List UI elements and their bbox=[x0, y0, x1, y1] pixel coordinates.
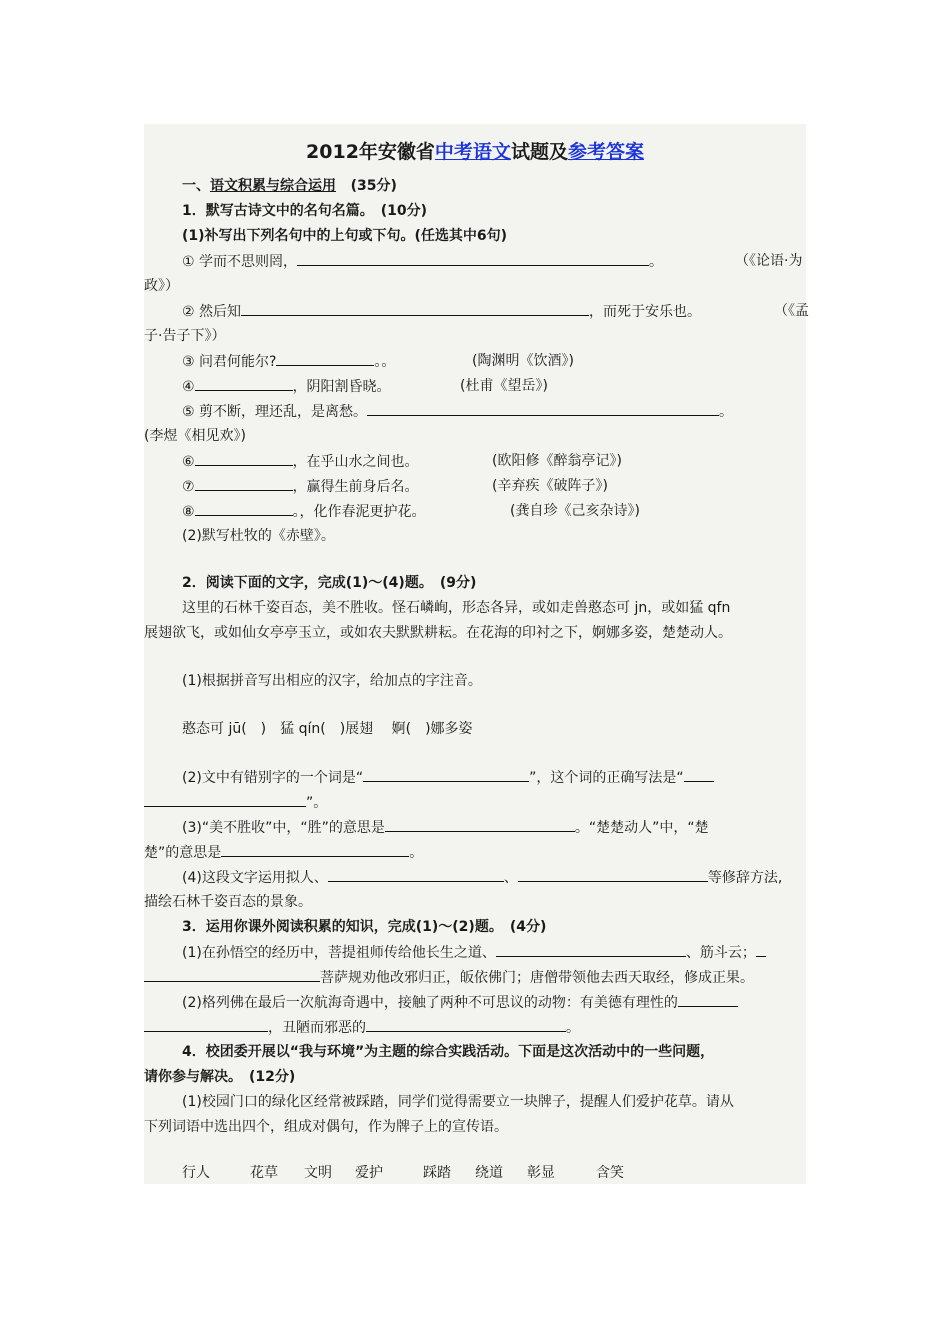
line-text: ⑥ bbox=[182, 454, 195, 470]
answer-blank[interactable] bbox=[195, 502, 293, 516]
q1-line-3-source: (陶渊明《饮酒》) bbox=[472, 353, 574, 369]
answer-blank[interactable] bbox=[756, 943, 766, 957]
q1-line-2-source: （《孟 bbox=[774, 303, 809, 319]
q2-sub1-items: 憨态可 jū( ) 猛 qín( )展翅 婀( )娜多姿 bbox=[182, 721, 473, 737]
section-score: (35分) bbox=[350, 178, 397, 194]
line-text: ，阴阳割昏晓。 bbox=[292, 379, 391, 395]
line-text: (2)格列佛在最后一次航海奇遇中，接触了两种不可思议的动物：有美德有理性的 bbox=[182, 995, 678, 1011]
title-link-exam[interactable]: 中考语文 bbox=[434, 141, 511, 163]
q1-line-1-source-cont: 政》） bbox=[144, 278, 179, 294]
q1-line-2-source-cont: 子·告子下》） bbox=[144, 328, 226, 344]
q1-line-5-source: (李煜《相见欢》) bbox=[144, 428, 246, 444]
answer-blank[interactable] bbox=[678, 993, 738, 1007]
line-text: 菩萨规劝他改邪归正，皈依佛门；唐僧带领他去西天取经，修成正果。 bbox=[320, 970, 754, 986]
section-label: 语文积累与综合运用 bbox=[210, 178, 336, 194]
line-text: 。 bbox=[566, 1020, 580, 1036]
q1-sub2: (2)默写杜牧的《赤壁》。 bbox=[182, 528, 335, 544]
q1-line-8-source: (龚自珍《己亥杂诗》) bbox=[510, 503, 640, 519]
word-choice-5: 踩踏 bbox=[423, 1165, 451, 1181]
word-choice-2: 花草 bbox=[250, 1165, 278, 1181]
q1-sub1: (1)补写出下列名句中的上句或下句。(任选其中6句) bbox=[182, 228, 508, 244]
page-title bbox=[144, 140, 806, 164]
q3-sub1 bbox=[182, 943, 766, 962]
line-text: ④ bbox=[182, 379, 195, 395]
answer-blank[interactable] bbox=[221, 843, 409, 857]
answer-blank[interactable] bbox=[241, 302, 589, 316]
line-text: 、筋斗云； bbox=[685, 945, 756, 961]
q1-line-7 bbox=[182, 477, 419, 496]
q1-line-8 bbox=[182, 502, 426, 521]
line-text: 。。 bbox=[374, 354, 396, 370]
q1-line-1-source: （《论语·为 bbox=[735, 253, 803, 269]
line-text: ⑤ 剪不断，理还乱，是离愁。 bbox=[182, 404, 368, 420]
q1-heading: 1．默写古诗文中的名句名篇。 (10分) bbox=[182, 203, 428, 219]
word-choice-3: 文明 bbox=[304, 1165, 332, 1181]
q2-sub4 bbox=[182, 868, 782, 887]
answer-blank[interactable] bbox=[496, 943, 686, 957]
word-choice-6: 绕道 bbox=[475, 1165, 503, 1181]
answer-blank[interactable] bbox=[385, 818, 575, 832]
q1-line-1 bbox=[182, 252, 663, 271]
line-text: (4)这段文字运用拟人、 bbox=[182, 870, 328, 886]
q1-line-4-source: (杜甫《望岳》) bbox=[460, 378, 548, 394]
q1-line-5 bbox=[182, 402, 733, 421]
answer-blank[interactable] bbox=[518, 868, 708, 882]
line-text: (2)文中有错别字的一个词是“ bbox=[182, 770, 364, 786]
q2-passage-line-2: 展翅欲飞，或如仙女亭亭玉立，或如农夫默默耕耘。在花海的印衬之下，婀娜多姿，楚楚动人。 bbox=[144, 625, 732, 641]
q3-sub2-cont bbox=[144, 1018, 580, 1037]
q1-line-2 bbox=[182, 302, 701, 321]
answer-blank[interactable] bbox=[363, 768, 529, 782]
title-text: 2012年安徽省 bbox=[306, 141, 435, 163]
answer-blank[interactable] bbox=[195, 452, 293, 466]
answer-blank[interactable] bbox=[684, 768, 714, 782]
answer-blank[interactable] bbox=[328, 868, 504, 882]
line-text: ”。 bbox=[306, 795, 328, 811]
line-text: ，丑陋而邪恶的 bbox=[268, 1020, 366, 1036]
word-choice-8: 含笑 bbox=[596, 1165, 624, 1181]
title-text-mid: 试题及 bbox=[510, 141, 568, 163]
answer-blank[interactable] bbox=[195, 377, 293, 391]
line-text: 等修辞方法, bbox=[707, 870, 783, 886]
q1-line-4 bbox=[182, 377, 391, 396]
q2-sub3-cont bbox=[144, 843, 423, 862]
q2-sub4-cont: 描绘石林千姿百态的景象。 bbox=[144, 894, 312, 910]
q2-sub2 bbox=[182, 768, 714, 787]
document-page bbox=[144, 124, 809, 1184]
answer-blank[interactable] bbox=[276, 352, 374, 366]
line-text: ③ 问君何能尔? bbox=[182, 354, 277, 370]
line-text: ”，这个词的正确写法是“ bbox=[529, 770, 684, 786]
line-text: ，在乎山水之间也。 bbox=[292, 454, 419, 470]
q3-sub2 bbox=[182, 993, 738, 1012]
line-text: 、 bbox=[503, 870, 518, 886]
q1-line-3 bbox=[182, 352, 395, 371]
q2-heading: 2．阅读下面的文字，完成(1)～(4)题。 (9分) bbox=[182, 575, 477, 591]
line-text: ⑦ bbox=[182, 479, 195, 495]
answer-blank[interactable] bbox=[144, 793, 306, 807]
line-text: ⑧ bbox=[182, 504, 195, 520]
q4-sub1-cont: 下列词语中选出四个，组成对偶句，作为牌子上的宣传语。 bbox=[144, 1119, 508, 1135]
line-text: ，赢得生前身后名。 bbox=[292, 479, 419, 495]
line-text: 。 bbox=[719, 404, 734, 420]
q3-heading: 3．运用你课外阅读积累的知识，完成(1)～(2)题。 (4分) bbox=[182, 919, 547, 935]
line-text: 。 bbox=[409, 845, 424, 861]
answer-blank[interactable] bbox=[366, 1018, 566, 1032]
q4-heading-cont: 请你参与解决。 (12分) bbox=[144, 1069, 296, 1085]
section-heading bbox=[182, 177, 397, 195]
q2-sub3 bbox=[182, 818, 709, 837]
line-text: (1)在孙悟空的经历中，菩提祖师传给他长生之道、 bbox=[182, 945, 496, 961]
q4-sub1: (1)校园门口的绿化区经常被踩踏，同学们觉得需要立一块牌子，提醒人们爱护花草。请从 bbox=[182, 1094, 734, 1110]
q1-line-6 bbox=[182, 452, 419, 471]
word-choice-4: 爱护 bbox=[355, 1165, 383, 1181]
answer-blank[interactable] bbox=[367, 402, 719, 416]
line-text: 。 bbox=[649, 254, 664, 270]
line-text: 楚”的意思是 bbox=[144, 845, 222, 861]
answer-blank[interactable] bbox=[297, 252, 649, 266]
answer-blank[interactable] bbox=[195, 477, 293, 491]
line-text: 。“楚楚动人”中，“楚 bbox=[574, 820, 709, 836]
line-text: ② 然后知 bbox=[182, 304, 242, 320]
word-choice-7: 彰显 bbox=[527, 1165, 555, 1181]
section-prefix: 一、 bbox=[182, 178, 210, 194]
line-text: 。，化作春泥更护花。 bbox=[292, 504, 426, 520]
answer-blank[interactable] bbox=[144, 968, 320, 982]
q2-sub1: (1)根据拼音写出相应的汉字，给加点的字注音。 bbox=[182, 673, 482, 689]
q1-line-7-source: (辛弃疾《破阵子》) bbox=[492, 478, 608, 494]
word-choice-1: 行人 bbox=[182, 1165, 210, 1181]
line-text: ，而死于安乐也。 bbox=[589, 304, 702, 320]
title-link-answers[interactable]: 参考答案 bbox=[567, 141, 644, 163]
answer-blank[interactable] bbox=[144, 1018, 268, 1032]
q3-sub1-cont bbox=[144, 968, 754, 987]
q2-sub2-cont bbox=[144, 793, 327, 812]
q1-line-6-source: (欧阳修《醉翁亭记》) bbox=[492, 453, 622, 469]
q4-heading: 4．校团委开展以“我与环境”为主题的综合实践活动。下面是这次活动中的一些问题， bbox=[182, 1044, 715, 1060]
line-text: ① 学而不思则罔， bbox=[182, 254, 298, 270]
q2-passage-line-1: 这里的石林千姿百态，美不胜收。怪石嶙峋，形态各异，或如走兽憨态可 jn，或如猛 qfn bbox=[182, 600, 731, 616]
line-text: (3)“美不胜收”中，“胜”的意思是 bbox=[182, 820, 385, 836]
